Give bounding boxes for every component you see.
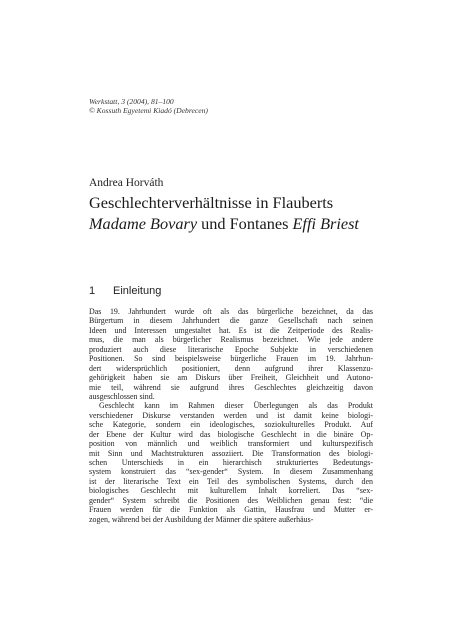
body-line: mus, die man als bürgerlicher Realismus bezeichnet. Wie jede andere [89,335,373,345]
title-line-1: Geschlechterverhältnisse in Flauberts [89,193,334,212]
section-heading [89,285,161,297]
body-line: dert widersprüchlich positioniert, denn aufgrund ihrer Klassenzu- [89,363,373,373]
body-line: produziert auch diese literarische Epoche Subjekte in verschiedenen [89,344,373,354]
section-title: Einleitung [113,285,162,297]
body-line: Frauen werden für die Funktion als Gattin, Hausfrau und Mutter er- [89,505,373,515]
journal-citation-line: Werkstatt, 3 (2004), 81–100 [89,97,174,106]
publisher-line: © Kossuth Egyetemi Kiadó (Debrecen) [89,106,208,116]
body-line: Ideen und Interessen umgestaltet hat. Es ist die Zeitperiode des Realis- [89,325,373,335]
title-line-2 [89,214,389,235]
body-line: biologisches Geschlecht mit kulturellem Inhalt korreliert. Das “sex- [89,486,373,496]
body-line: Geschlecht kann im Rahmen dieser Überlegungen als das Produkt [99,401,373,411]
body-line: ist der literarische Text ein Teil des symbolischen Systems, durch den [89,476,373,486]
body-line: Positionen. So sind beispielsweise bürgerliche Frauen im 19. Jahrhun- [89,354,373,364]
body-line: schen Unterschieds in ein hierarchisch strukturiertes Bedeutungs- [89,458,373,467]
author-name: Andrea Horváth [89,177,164,189]
body-line: gender“ System schreibt die Positionen des Weiblichen genau fest: “die [89,495,373,505]
journal-citation [89,97,208,116]
body-line: gehörigkeit haben sie am Diskurs über Freiheit, Gleichheit und Autono- [89,373,373,383]
body-line: Bürgertum in diesem Jahrhundert die ganze Gesellschaft nach seinen [89,316,373,326]
body-line: sche Kategorie, sondern ein ideologisches, soziokulturelles Produkt. Auf [89,420,373,430]
body-line: Das 19. Jahrhundert wurde oft als das bürgerliche bezeichnet, da das [89,307,373,316]
body-line: der Ebene der Kultur wird das biologische Geschlecht in die binäre Op- [89,429,373,439]
body-line: ausgeschlossen sind. [89,391,155,401]
body-line: system konstruiert das “sex-gender“ System. In diesem Zusammenhang [89,467,373,477]
article-title [89,193,389,234]
body-text [89,307,373,524]
title-work-1: Madame Bovary [89,213,198,233]
body-line: position von männlich und weiblich transformiert und kulturspezifisch [89,439,373,449]
section-number: 1 [89,285,96,297]
body-line: mit Sinn und Machtstrukturen assoziiert. Die Transformation des biologi- [89,448,373,458]
body-line: verschiedener Diskurse verstanden werden und ist damit keine biologi- [89,410,373,420]
title-connector: und Fontanes [197,213,293,233]
body-line: mie teil, während sie aufgrund ihres Geschlechtes gleichzeitig davon [89,382,373,392]
title-work-2: Effi Briest [292,213,359,233]
body-line: zogen, während bei der Ausbildung der Männer die spätere außerhäus- [89,514,314,524]
